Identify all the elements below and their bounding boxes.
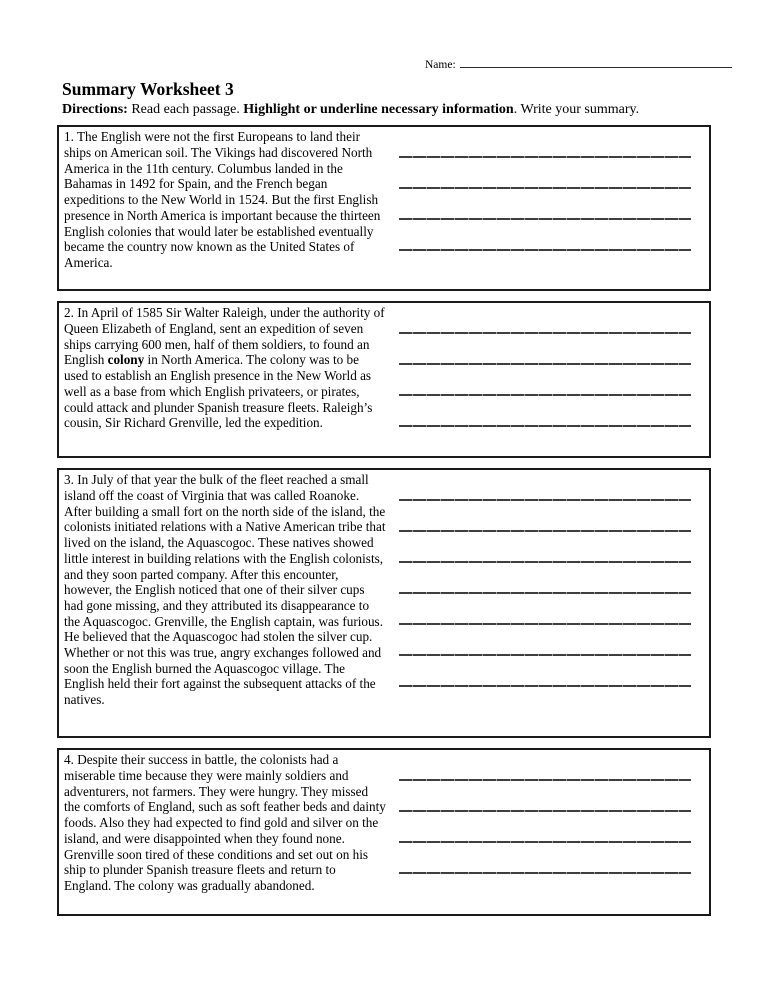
blank-line-rule: [399, 872, 691, 874]
summary-blank-line[interactable]: [399, 750, 691, 781]
summary-blank-line[interactable]: [399, 843, 691, 874]
summary-blank-line[interactable]: [399, 220, 691, 251]
summary-write-area-3[interactable]: [386, 470, 709, 736]
passage-text-4: [59, 750, 386, 914]
blank-line-rule: [399, 332, 691, 334]
summary-blank-line[interactable]: [399, 158, 691, 189]
summary-blank-line[interactable]: [399, 532, 691, 563]
blank-line-rule: [399, 592, 691, 594]
summary-blank-line[interactable]: [399, 189, 691, 220]
passage-4-segment-plain: 4. Despite their success in battle, the colonists had a miserable time because they were mainly soldiers and adventurers, not farmers. They were hungry. They missed the comforts of England, such as soft feather beds and dainty foods. Also they had expected to find gold and silver on the island, and were disappointed when they found none. Grenville soon tired of these conditions and set out on his ship to plunder Spanish treasure fleets and return to England. The colony was gradually abandoned.: [64, 752, 386, 893]
summary-write-area-4[interactable]: [386, 750, 709, 914]
summary-blank-line[interactable]: [399, 470, 691, 501]
blank-line-rule: [399, 685, 691, 687]
directions-segment-plain: Read each passage.: [127, 102, 244, 118]
blank-line-rule: [399, 841, 691, 843]
blank-line-rule: [399, 561, 691, 563]
passage-3-segment-plain: 3. In July of that year the bulk of the fleet reached a small island off the coast of Virginia that was called Roanoke. After building a small fort on the north side of the island, the colonists initiated relations with a Native American tribe that lived on the island, the Aquascogoc. These natives showed little interest in building relations with the English colonists, and they soon parted company. After this encounter, however, the English noticed that one of their silver cups had gone missing, and they attributed its disappearance to the Aquascogoc. Grenville, the English captain, was furious. He believed that the Aquascogoc had stolen the silver cup. Whether or not this was true, angry exchanges followed and soon the English burned the Aquascogoc village. The English held their fort against the subsequent attacks of the natives.: [64, 472, 386, 708]
blank-line-rule: [399, 425, 691, 427]
summary-blank-line[interactable]: [399, 334, 691, 365]
passage-box-2: [57, 301, 711, 458]
blank-line-rule: [399, 530, 691, 532]
passage-text-3: [59, 470, 386, 736]
directions-segment-plain: . Write your summary.: [513, 102, 640, 118]
blank-line-rule: [399, 810, 691, 812]
blank-line-rule: [399, 499, 691, 501]
summary-blank-line[interactable]: [399, 396, 691, 427]
passage-2-segment-bold: colony: [107, 352, 145, 368]
blank-line-rule: [399, 623, 691, 625]
summary-blank-line[interactable]: [399, 781, 691, 812]
directions: [62, 101, 711, 119]
summary-blank-line[interactable]: [399, 594, 691, 625]
blank-line-rule: [399, 249, 691, 251]
name-row: [425, 55, 711, 73]
summary-blank-line[interactable]: [399, 563, 691, 594]
blank-line-rule: [399, 156, 691, 158]
passage-text-1: [59, 127, 386, 289]
summary-blank-line[interactable]: [399, 625, 691, 656]
passage-box-1: [57, 125, 711, 291]
page-title: Summary Worksheet 3: [62, 79, 234, 99]
blank-line-rule: [399, 363, 691, 365]
passage-1-segment-plain: 1. The English were not the first Europeans to land their ships on American soil. The Vikings had discovered North America in the 11th century. Columbus landed in the Bahamas in 1492 for Spain, and the French began expeditions to the New World in 1524. But the first English presence in North America is important because the thirteen English colonies that would later be established eventually became the country now known as the United States of America.: [64, 129, 381, 270]
summary-blank-line[interactable]: [399, 656, 691, 687]
summary-write-area-1[interactable]: [386, 127, 709, 289]
blank-line-rule: [399, 187, 691, 189]
summary-blank-line[interactable]: [399, 365, 691, 396]
blank-line-rule: [399, 654, 691, 656]
blank-line-rule: [399, 218, 691, 220]
passage-2-segment-plain: 2. In April of 1585 Sir Walter Raleigh, under the authority of Queen Elizabeth of England, sent an expedition of seven ships carrying 600 men, half of them soldiers, to found an English: [64, 305, 385, 368]
blank-line-rule: [399, 779, 691, 781]
passage-list: [57, 125, 711, 916]
passage-text-2: [59, 303, 386, 456]
passage-box-4: [57, 748, 711, 916]
summary-blank-line[interactable]: [399, 501, 691, 532]
name-blank-line[interactable]: [460, 55, 732, 68]
summary-blank-line[interactable]: [399, 812, 691, 843]
passage-box-3: [57, 468, 711, 738]
summary-write-area-2[interactable]: [386, 303, 709, 456]
summary-blank-line[interactable]: [399, 303, 691, 334]
name-label: Name:: [425, 59, 456, 71]
passage-2-segment-plain: in North America. The colony was to be used to establish an English presence in the New World as well as a base from which English privateers, or pirates, could attack and plunder Spanish treasure fleets. Raleigh’s cousin, Sir Richard Grenville, led the expedition.: [64, 352, 373, 431]
blank-line-rule: [399, 394, 691, 396]
summary-blank-line[interactable]: [399, 127, 691, 158]
directions-segment-bold: Directions:: [62, 102, 128, 118]
directions-segment-bold: Highlight or underline necessary information: [243, 102, 514, 118]
